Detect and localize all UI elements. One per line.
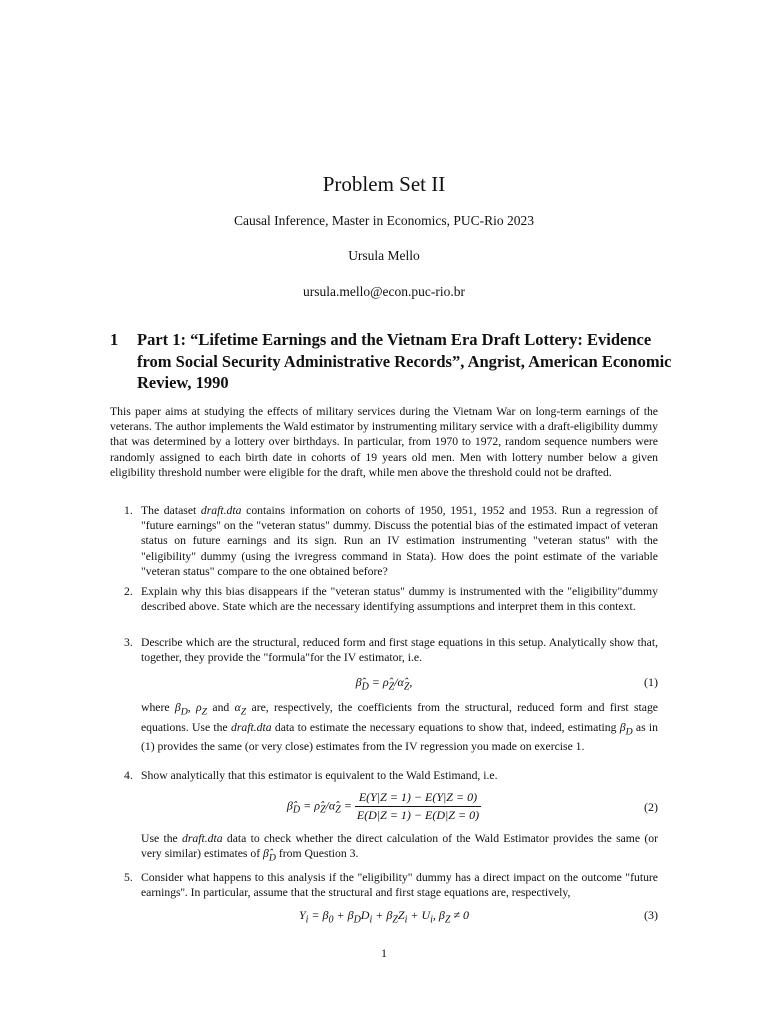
intro-paragraph: This paper aims at studying the effects of military services during the Vietnam War on long-term earnings of the veterans. The author implements the Wald estimator by instrumenting military service with a draft-eligibility dummy that was determined by a lottery over birthdays. In particular, from 1970 to 1972, random sequence numbers were randomly assigned to each birth date in cohorts of 19 years old men. Men with lottery number below a given eligibility threshold number were eligible for the draft, while men above the threshold could not be drafted. (110, 405, 658, 479)
dataset-name: draft.dta (200, 504, 242, 517)
author-email: ursula.mello@econ.puc-rio.br (302, 284, 465, 299)
equation-3 (110, 908, 658, 928)
section-number: 1 (110, 330, 119, 349)
author-name: Ursula Mello (348, 248, 420, 263)
equation-number: (3) (644, 908, 658, 922)
question-text: Show analytically that this estimator is equivalent to the Wald Estimand, i.e. (141, 769, 498, 782)
question-number: 1. (124, 504, 133, 517)
question-number: 4. (124, 769, 133, 782)
section-title: Part 1: “Lifetime Earnings and the Vietnam Era Draft Lottery: Evidence from Social Security Administrative Records”, Angrist, American Economic Review, 1990 (137, 330, 672, 392)
question-text-continued: where $\beta_D$, $\rho_Z$ and $\alpha_Z$ are, respectively, the coefficients from the structural, reduced form and first stage equations. Use the draft.dta data to estimate the necessary equations to show that, indeed, estimating $\beta_D$ as in (1) provides the same (or very close) estimates from the IV regression you made on exercise 1. (141, 701, 659, 754)
question-number: 3. (124, 636, 133, 649)
question-text: Consider what happens to this analysis if the "eligibility" dummy has a direct impact on the outcome "future earnings''. In particular, assume that the structural and first stage equations are, respectively, (141, 871, 658, 900)
question-number: 5. (124, 871, 133, 884)
iv-formula: $\betâ_D$ = $\rhô_Z/\alphâ_Z$, (355, 675, 413, 693)
question-text: Explain why this bias disappears if the "veteran status" dummy is instrumented with the "eligibility"dummy described above. State which are the necessary identifying assumptions and interpret them in this context. (141, 585, 658, 614)
equation-number: (2) (644, 800, 658, 814)
page-number: 1 (381, 946, 387, 960)
wald-estimand: $\betâ_D$ = $\rhô_Z/\alphâ_Z$ = $\frac{E(Y|Z = 1) - E(Y|Z = 0)}{E(D|Z = 1) - E(D|Z = 0)}$ (286, 790, 480, 822)
dataset-name: draft.dta (182, 832, 223, 845)
wald-numerator: E(Y|Z = 1) − E(Y|Z = 0) (355, 790, 481, 807)
wald-denominator: E(D|Z = 1) − E(D|Z = 0) (356, 808, 480, 822)
dataset-name: draft.dta (230, 720, 272, 734)
equation-1 (110, 675, 658, 695)
question-text: The dataset draft.dta contains information on cohorts of 1950, 1951, 1952 and 1953. Run a regression of "future earnings'' on the "veteran status" dummy. Discuss the potential bias of the estimated impact of veteran status on future earnings and its sign. Run an IV estimation instrumenting "veteran status'' with the "eligibility" dummy (using the ivregress command in Stata). How does the point estimate of the variable "veteran status" compare to the one obtained before? (141, 504, 658, 578)
structural-equation: $Y_i = \beta_0 + \beta_DD_i + \beta_ZZ_i + U_i$, $\beta_Z \ne 0$ (298, 908, 470, 926)
question-text: Describe which are the structural, reduced form and first stage equations in this setup. Analytically show that, together, they provide the "formula"for the IV estimator, i.e. (141, 636, 658, 665)
equation-number: (1) (644, 675, 658, 689)
question-number: 2. (124, 585, 133, 598)
question-text-continued: Use the draft.dta data to check whether the direct calculation of the Wald Estimator provides the same (or very similar) estimates of $\betâ_D$ from Question 3. (141, 832, 658, 864)
equation-2 (110, 790, 658, 826)
wald-fraction (355, 790, 481, 823)
course-subtitle: Causal Inference, Master in Economics, PUC-Rio 2023 (234, 213, 534, 228)
page-title: Problem Set II (322, 172, 446, 196)
